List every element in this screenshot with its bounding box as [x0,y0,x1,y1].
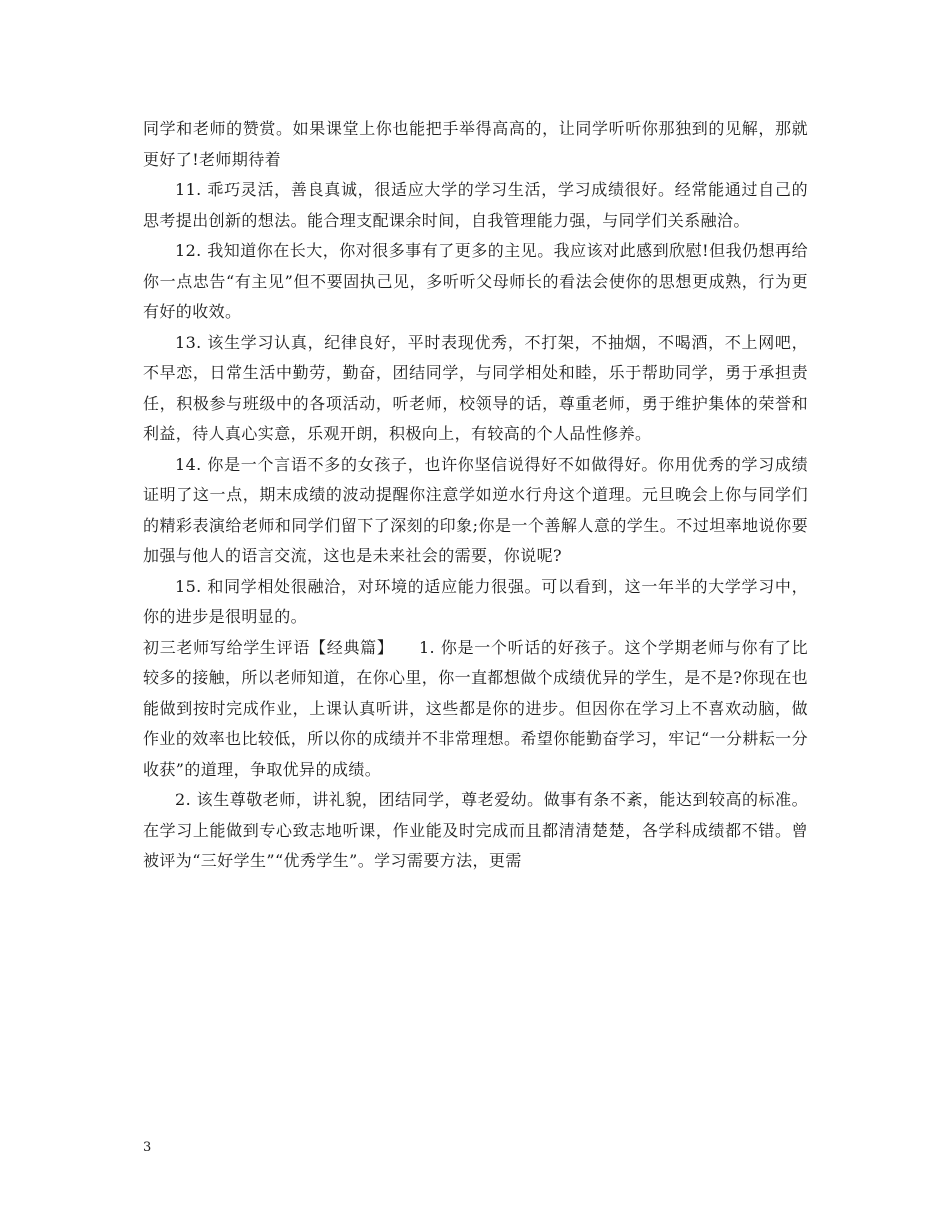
page-number: 3 [143,1140,152,1155]
paragraph: 同学和老师的赞赏。如果课堂上你也能把手举得高高的，让同学听听你那独到的见解，那就更好了!老师期待着 [143,119,808,169]
paragraph: 2. 该生尊敬老师，讲礼貌，团结同学，尊老爱幼。做事有条不紊，能达到较高的标准。在学习上能做到专心致志地听课，作业能及时完成而且都清清楚楚，各学科成绩都不错。曾被评为“三好学生”“优秀学生”。学习需要方法，更需 [143,790,808,870]
paragraph: 11. 乖巧灵活，善良真诚，很适应大学的学习生活，学习成绩很好。经常能通过自己的思考提出创新的想法。能合理支配课余时间，自我管理能力强，与同学们关系融洽。 [143,180,808,230]
paragraph: 12. 我知道你在长大，你对很多事有了更多的主见。我应该对此感到欣慰!但我仍想再给你一点忠告“有主见”但不要固执己见，多听听父母师长的看法会使你的思想更成熟，行为更有好的收效。 [143,241,808,321]
document-body [143,114,808,877]
paragraph: 14. 你是一个言语不多的女孩子，也许你坚信说得好不如做得好。你用优秀的学习成绩证明了这一点，期末成绩的波动提醒你注意学如逆水行舟这个道理。元旦晚会上你与同学们的精彩表演给老师和同学们留下了深刻的印象;你是一个善解人意的学生。不过坦率地说你要加强与他人的语言交流，这也是未来社会的需要，你说呢? [143,454,808,565]
paragraph: 15. 和同学相处很融洽，对环境的适应能力很强。可以看到，这一年半的大学学习中，你的进步是很明显的。 [143,576,808,626]
paragraph: 13. 该生学习认真，纪律良好，平时表现优秀，不打架，不抽烟，不喝酒，不上网吧，不早恋，日常生活中勤劳，勤奋，团结同学，与同学相处和睦，乐于帮助同学，勇于承担责任，积极参与班级中的各项活动，听老师，校领导的话，尊重老师，勇于维护集体的荣誉和利益，待人真心实意，乐观开朗，积极向上，有较高的个人品性修养。 [143,332,808,443]
paragraph: 初三老师写给学生评语【经典篇】 1. 你是一个听话的好孩子。这个学期老师与你有了比较多的接触，所以老师知道，在你心里，你一直都想做个成绩优异的学生，是不是?你现在也能做到按时完成作业，上课认真听讲，这些都是你的进步。但因你在学习上不喜欢动脑，做作业的效率也比较低，所以你的成绩并不非常理想。希望你能勤奋学习，牢记“一分耕耘一分收获”的道理，争取优异的成绩。 [143,637,808,779]
